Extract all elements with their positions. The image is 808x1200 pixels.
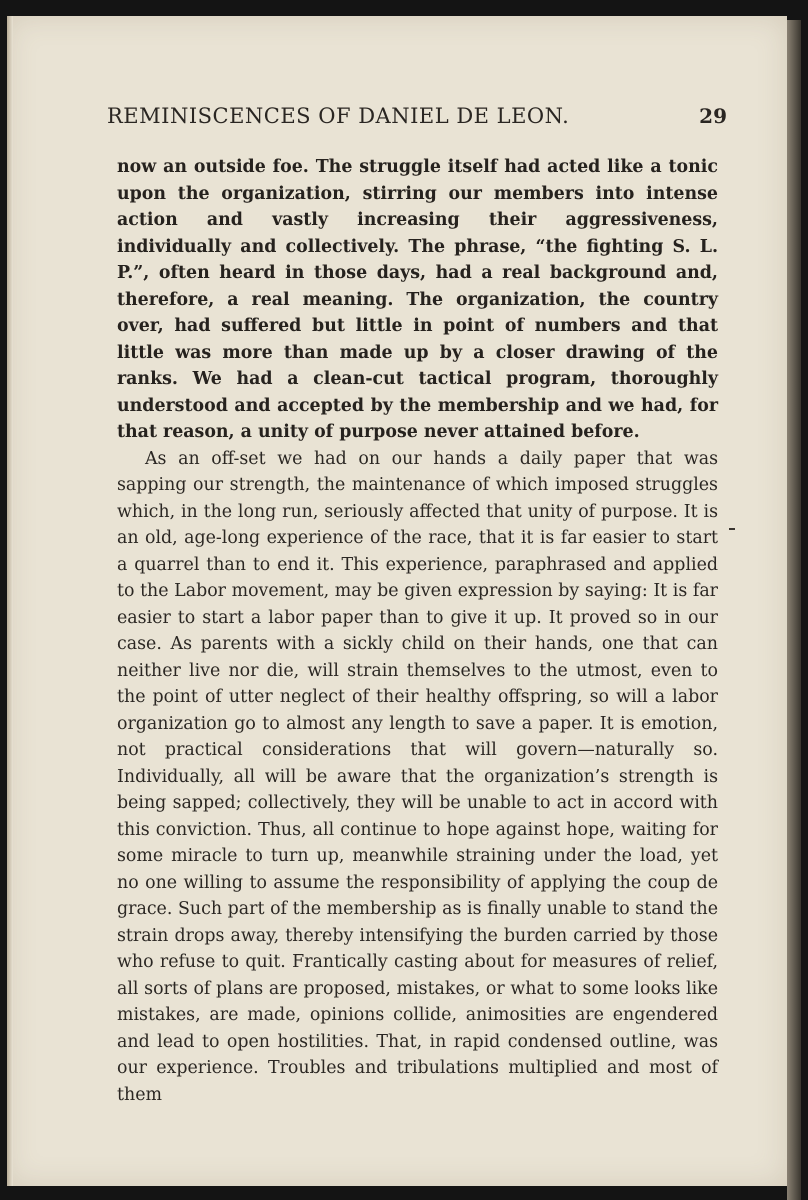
running-title: REMINISCENCES OF DANIEL DE LEON. xyxy=(107,104,570,128)
book-page xyxy=(7,16,787,1186)
paragraph-1: now an outside foe. The struggle itself had acted like a tonic upon the organization, stirring our members into intense action and vastly increasing their aggressiveness, individually and collectively. The phrase, “the fighting S. L. P.”, often heard in those days, had a real background and, therefore, a real meaning. The organization, the country over, had suffered but little in point of numbers and that little was more than made up by a closer drawing of the ranks. We had a clean-cut tactical program, thoroughly understood and accepted by the membership and we had, for that reason, a unity of purpose never attained before. xyxy=(117,157,718,442)
margin-mark xyxy=(729,528,735,530)
page-header xyxy=(107,104,727,138)
paragraph-2: As an off-set we had on our hands a daily paper that was sapping our strength, the maintenance of which imposed struggles which, in the long run, seriously affected that unity of purpose. It is an old, age-long experience of the race, that it is far easier to start a quarrel than to end it. This experience, paraphrased and applied to the Labor movement, may be given expression by saying: It is far easier to start a labor paper than to give it up. It proved so in our case. As parents with a sickly child on their hands, one that can neither live nor die, will strain themselves to the utmost, even to the point of utter neglect of their healthy offspring, so will a labor organization go to almost any length to save a paper. It is emotion, not practical considerations that will govern—naturally so. Individually, all will be aware that the organization’s strength is being sapped; collectively, they will be unable to act in accord with this conviction. Thus, all continue to hope against hope, waiting for some miracle to turn up, meanwhile straining under the load, yet no one willing to assume the responsibility of applying the coup de grace. Such part of the membership as is finally unable to stand the strain drops away, thereby intensifying the burden carried by those who refuse to quit. Frantically casting about for measures of relief, all sorts of plans are proposed, mistakes, or what to some looks like mistakes, are made, opinions collide, animosities are engendered and lead to open hostilities. That, in rapid condensed outline, was our experience. Troubles and tribulations multiplied and most of them xyxy=(117,448,718,1105)
body-text xyxy=(117,154,718,1108)
page-number: 29 xyxy=(699,104,727,128)
page-edge xyxy=(787,20,801,1200)
page-gutter xyxy=(7,16,13,1186)
